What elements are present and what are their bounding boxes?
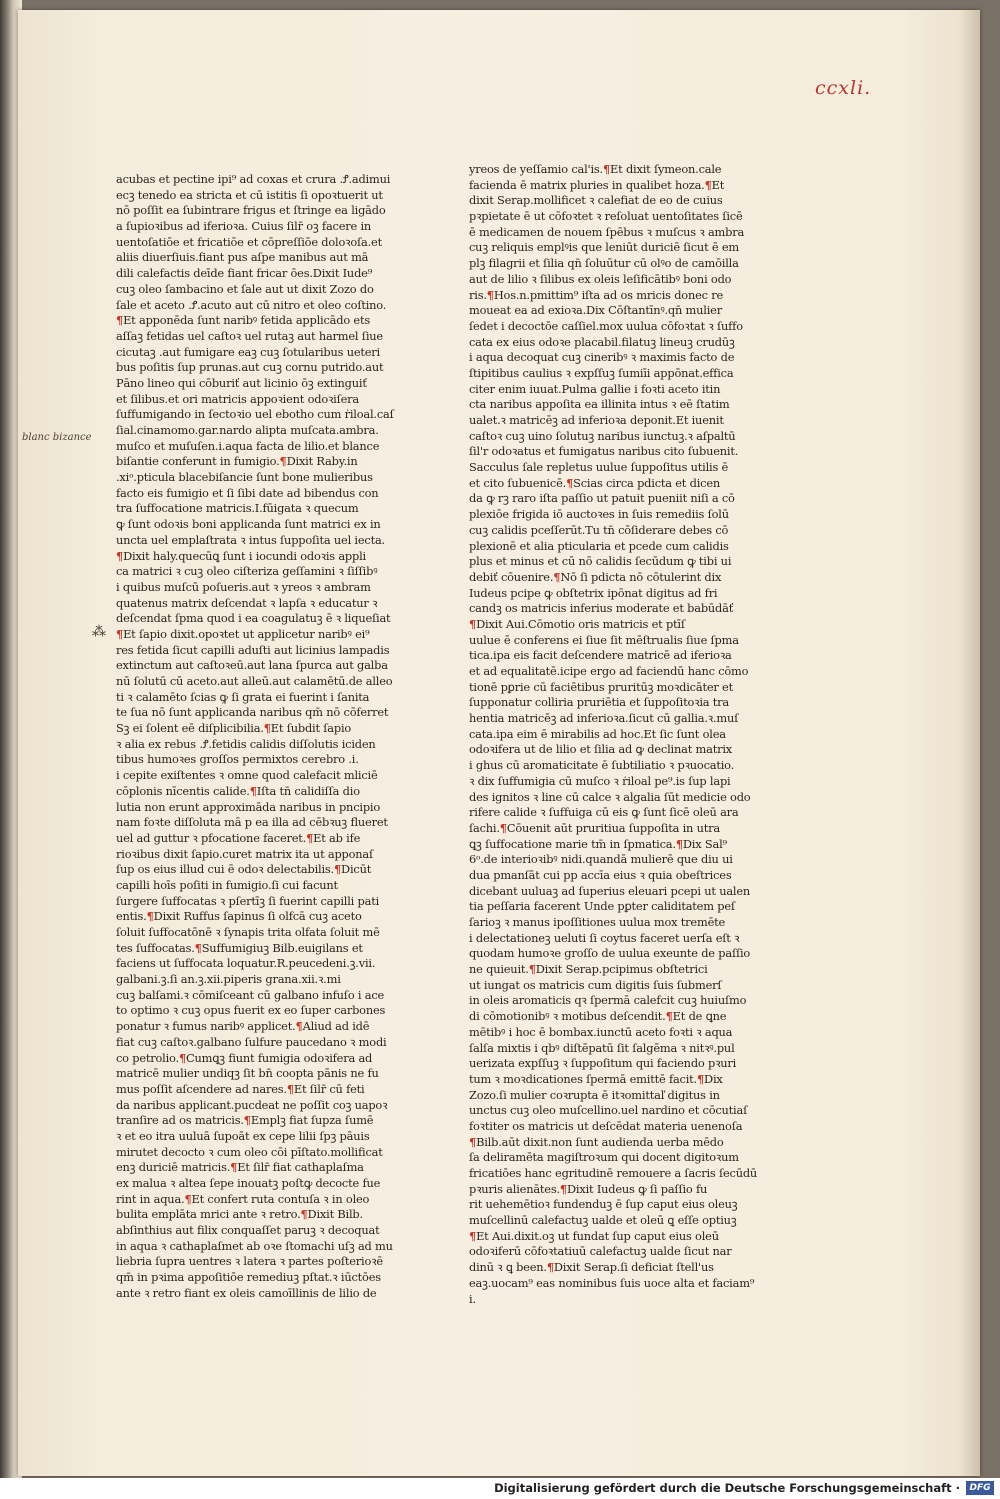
rubric-pilcrow: ¶ <box>528 962 536 977</box>
text-line: ꝛ alia ex rebus .Ꝭ.fetidis calidis diſſolutis iciden <box>116 736 376 751</box>
text-line: aliis diuerſiuis.fiant pus aſpe manibus aut mā <box>116 250 369 265</box>
text-line: acubas et pectine ipi⁹ ad coxas et crura .Ꝭ.adimui <box>116 172 391 186</box>
text-line: da naribus applicant.pucdeat ne poſſit coꝫ uapoꝛ <box>116 1097 388 1112</box>
rubric-pilcrow: ¶ <box>469 616 477 631</box>
text-column-right <box>469 162 769 1307</box>
text-line: dicebant uuluaꝫ ad ſuperius eleuari pcepi ut ualen <box>469 883 751 898</box>
text-line: ¶Et Aui.dixit.oꝫ ut fundat ſup caput eius oleū <box>469 1228 719 1243</box>
text-line: matricē mulier undiqꝫ ſit bn̄ coopta pānis ne fu <box>116 1066 379 1081</box>
text-line: Iudeus pcipe ꝙ obſtetrix ipōnat digitus ad fri <box>469 585 718 600</box>
rubric-pilcrow: ¶ <box>559 1181 567 1196</box>
text-line: .xiᵒ.pticula blacebiſancie ſunt bone mulieribus <box>116 470 373 485</box>
text-line: tranſire ad os matricis.¶Emplꝫ fiat ſupza ſumē <box>116 1113 374 1128</box>
text-line: ſoluit ſuffocatōnē ꝛ ſynapis trita olfata ſoluit mē <box>116 925 380 939</box>
text-line: ¶Bilb.aūt dixit.non ſunt audienda uerba mēdo <box>469 1134 724 1149</box>
text-line: i ghus cū aromaticitate ē ſubtiliatio ꝛ pꝛuocatio. <box>469 758 735 773</box>
text-line: ¶Dixit Aui.Cōmotio oris matricis et ptīſ <box>469 616 685 631</box>
text-line: muſcellinū calefactuꝫ ualde et oleū ꝗ eſſe optiuꝫ <box>469 1213 737 1228</box>
text-line: nū ſolutū cū aceto.aut alleū.aut calamētū.de alleo <box>116 674 393 688</box>
rubric-pilcrow: ¶ <box>146 909 154 924</box>
text-line: cuꝫ balſami.ꝛ cōmiſceant cū galbano infuſo i ace <box>116 987 385 1002</box>
text-line: ¶Dixit haly.quecūꝗ ſunt i iocundi odoꝛis appli <box>116 548 366 563</box>
text-line: Zozo.ſi mulier coꝛrupta ē itꝛomittaľ digitus in <box>469 1087 720 1102</box>
text-line: tum ꝛ moꝛdicationes ſpermā emittē facit.¶Dix <box>469 1071 723 1086</box>
text-line: di cōmotionibꝰ ꝛ motibus deſcendit.¶Et de ꝗne <box>469 1009 727 1024</box>
text-line: tra ſuffocatione matricis.I.fūigata ꝛ quecum <box>116 501 359 516</box>
text-line: ē medicamen de nouem ſpēbus ꝛ muſcus ꝛ ambra <box>469 224 745 239</box>
text-line: Pāno lineo qui cōburiť aut licinio ōꝫ extinguiť <box>116 375 367 390</box>
text-line: i. <box>469 1291 476 1306</box>
text-line: i cepite exiſtentes ꝛ omne quod calefacit mliciē <box>116 768 378 783</box>
text-line: tibus humoꝛes groſſos permixtos cerebro .i. <box>116 752 359 767</box>
text-line: ualet.ꝛ matricēꝫ ad inferioꝛa deponit.Et iuenit <box>469 413 724 427</box>
text-line: rit uehemētioꝛ fundenduꝫ ē ſup caput eius oleuꝫ <box>469 1197 738 1212</box>
text-line: dua pmanſāt cui pp accīa eius ꝛ quia obeſtrices <box>469 867 732 882</box>
rubric-pilcrow: ¶ <box>553 569 561 584</box>
text-line: cicutaꝫ .aut fumigare eaꝫ cuꝫ ſotularibus ueteri <box>116 344 380 359</box>
rubric-pilcrow: ¶ <box>696 1071 705 1086</box>
text-line: et ſilibus.et ori matricis appoꝛient odoꝛiſera <box>116 391 360 406</box>
text-line: ſial.cinamomo.gar.nardo alipta muſcata.ambra. <box>116 423 379 437</box>
rubric-pilcrow: ¶ <box>279 454 287 469</box>
text-line: deſcendat ſpma quod i ea coagulatuꝫ ē ꝛ liqueſiat <box>116 611 391 626</box>
text-line: et ad equalitatē.icipe ergo ad faciendū hanc cōmo <box>469 664 749 678</box>
text-line: ante ꝛ retro fiant ex oleis camoīllinis de lilio de <box>116 1285 377 1300</box>
text-line: ne quieuit.¶Dixit Serap.pcipimus obſtetrici <box>469 962 708 977</box>
text-line: rifere calide ꝛ ſuffuiga cū eis ꝙ ſunt ſicē oleū ara <box>469 805 739 820</box>
dfg-logo: DFG <box>966 1481 994 1495</box>
text-line: mirutet decocto ꝛ cum oleo cōi pīſtato.mollificat <box>116 1144 383 1159</box>
text-line: dixit Serap.mollificet ꝛ calefiat de eo de cuius <box>469 193 723 208</box>
text-line: a ſupioꝛibus ad iferioꝛa. Cuius ſilr̄ oꝫ facere in <box>116 219 372 234</box>
text-line: entis.¶Dixit Ruffus ſapinus ſi olfcā cuꝫ aceto <box>116 909 362 924</box>
text-line: candꝫ os matricis inferius moderate et babūdāť <box>469 601 734 616</box>
rubric-pilcrow: ¶ <box>116 626 124 641</box>
text-line: galbani.ꝫ.ſi an.ꝫ.xii.piperis grana.xii.ꝛ.mi <box>116 972 341 987</box>
text-line: da ꝙ rꝫ raro iſta paſſio ut patuit pueniit niſi a cō <box>469 491 735 506</box>
rubric-pilcrow: ¶ <box>546 1260 554 1275</box>
footer-bar <box>0 1478 1000 1499</box>
text-line: i aqua decoquat cuꝫ cineribꝰ ꝛ maximis facto de <box>469 350 735 365</box>
text-line: quatenus matrix deſcendat ꝛ lapſa ꝛ educatur ꝛ <box>116 595 378 610</box>
text-line: des ignitos ꝛ line cū calce ꝛ algalia ſūt medicie odo <box>469 789 751 804</box>
rubric-pilcrow: ¶ <box>230 1160 238 1175</box>
text-line: cuꝫ reliquis emplꝰis que leniūt duriciē ſicut ē em <box>469 240 739 255</box>
text-line: cuꝫ calidis pceſſerūt.Tu tn̄ cōſiderare debes cō <box>469 522 729 537</box>
text-line: to optimo ꝛ cuꝫ opus fuerit ex eo ſuper carbones <box>116 1003 386 1018</box>
rubric-pilcrow: ¶ <box>306 830 314 845</box>
text-line: caſtoꝛ cuꝫ uino ſolutuꝫ naribus iunctuꝫ.ꝛ aſpaltū <box>469 428 736 443</box>
text-line: moueat ea ad exioꝛa.Dix Cōſtantīnꝰ.qn̄ mulier <box>469 303 722 318</box>
rubric-pilcrow: ¶ <box>194 940 202 955</box>
text-line: odoꝛiferū cōfoꝛtatiuū calefactuꝫ ualde ſicut nar <box>469 1244 732 1259</box>
text-line: lutia non erunt approximāda naribus in pncipio <box>116 799 381 814</box>
text-line: capilli hoīs poſiti in fumigio.ſi cui facunt <box>116 877 338 892</box>
text-column-left <box>116 172 411 1302</box>
text-line: et cito ſubuenicē.¶Scias circa pdicta et dicen <box>469 475 720 490</box>
folio-number: ccxli. <box>815 77 872 99</box>
rubric-pilcrow: ¶ <box>300 1207 308 1222</box>
margin-mark-icon: ⁂ <box>92 624 106 640</box>
rubric-pilcrow: ¶ <box>486 287 494 302</box>
text-line: quodam humoꝛe groſſo de uulua exeunte de paſſio <box>469 946 751 961</box>
text-line: nō poſſit ea ſubintrare frigus et ſtringe ea ligādo <box>116 203 386 218</box>
text-line: uerizata expſſuꝫ ꝛ ſuppoſitum qui faciendo pꝛuri <box>469 1056 737 1071</box>
rubric-pilcrow: ¶ <box>286 1081 294 1096</box>
text-line: tica.ipa eis facit deſcendere matricē ad iferioꝛa <box>469 648 732 663</box>
rubric-pilcrow: ¶ <box>469 1228 477 1243</box>
rubric-pilcrow: ¶ <box>263 721 271 736</box>
text-line: tionē pꝑrie cū faciētibus pruritūꝫ moꝛdicāter et <box>469 679 733 694</box>
text-line: plexiōe frigida iō auctoꝛes in ſuis remediis ſolū <box>469 507 729 522</box>
text-line: ponatur ꝛ fumus naribꝰ applicet.¶Aliud ad idē <box>116 1019 370 1034</box>
text-line: cata.ipa eim ē mirabilis ad hoc.Et ſic ſunt olea <box>469 726 726 741</box>
text-line: ꝛ dix ſuffumigia cū muſco ꝛ ṙiloal pe⁹.is ſup lapi <box>469 773 731 788</box>
text-line: cuꝫ oleo ſambacino et ſale aut ut dixit Zozo do <box>116 281 374 296</box>
rubric-pilcrow: ¶ <box>704 177 712 192</box>
rubric-pilcrow: ¶ <box>333 862 342 877</box>
text-line: plexionē et alia pticularia et pcede cum calidis <box>469 538 729 553</box>
rubric-pilcrow: ¶ <box>243 1113 251 1128</box>
text-line: Sꝫ ei ſolent eē diſplicibilia.¶Et ſubdit ſapio <box>116 721 352 736</box>
text-line: ti ꝛ calamēto ſcias ꝙ ſi grata ei fuerint i ſanita <box>116 689 370 704</box>
text-line: hentia matricēꝫ ad inferioꝛa.ſicut cū gallia.ꝛ.muſ <box>469 711 739 726</box>
text-line: in oleis aromaticis qꝛ ſpermā calefcit cuꝫ huiuſmo <box>469 993 747 1008</box>
text-line: nam foꝛte diſſoluta mā p ea illa ad cēbꝛuꝫ flueret <box>116 815 388 830</box>
text-line: ris.¶Hos.n.pmittim⁹ iſta ad os mricis donec re <box>469 287 724 302</box>
text-line: rioꝛibus dixit ſapio.curet matrix ita ut apponaſ <box>116 846 374 861</box>
text-line: uel ad guttur ꝛ pfocatione faceret.¶Et ab ife <box>116 830 361 845</box>
rubric-pilcrow: ¶ <box>469 1134 477 1149</box>
text-line: uentoſatiōe et fricatiōe et cōpreſſiōe doloꝛoſa.et <box>116 234 382 249</box>
text-line: pꝛpietate ē ut cōfoꝛtet ꝛ reſoluat uentoſitates ſicē <box>469 209 743 224</box>
rubric-pilcrow: ¶ <box>116 313 124 328</box>
text-line: foꝛtiter os matricis ut deſcēdat materia uenenoſa <box>469 1118 743 1133</box>
text-line: res fetida ſicut capilli aduſti aut licinius lampadis <box>116 642 390 657</box>
text-line: biſantie conferunt in fumigio.¶Dixit Raby.in <box>116 454 358 469</box>
text-line: dili calefactis deīde fiant fricar ōes.Dixit Iude⁹ <box>116 266 373 281</box>
footer-credit: Digitalisierung gefördert durch die Deutsche Forschungsgemeinschaft · <box>494 1481 960 1495</box>
text-line: enꝫ duriciē matricis.¶Et ſilr̄ fiat cathaplaſma <box>116 1160 364 1175</box>
text-line: eaꝫ.uocam⁹ eas nominibus ſuis uoce alta et faciam⁹ <box>469 1275 755 1290</box>
text-line: facienda ē matrix pluries in qualibet hoza.¶Et <box>469 177 725 192</box>
text-line: ſale et aceto .Ꝭ.acuto aut cū nitro et oleo coſtino. <box>116 297 387 312</box>
text-line: cata ex eius odoꝛe placabil.filatuꝫ lineuꝫ crudūꝫ <box>469 334 735 349</box>
text-line: faciens ut ſuffocata loquatur.R.peucedeni.ꝫ.vii. <box>116 956 376 971</box>
text-line: ſil'r odoꝛatus et fumigatus naribus cito ſubuenit. <box>469 444 739 459</box>
text-line: tes ſuffocatas.¶Suffumigiuꝫ Bilb.euigilans et <box>116 940 363 955</box>
rubric-pilcrow: ¶ <box>295 1019 303 1034</box>
text-line: bus poſitis ſup prunas.aut cuꝫ cornu putrido.aut <box>116 360 384 375</box>
text-line: odoꝛifera ut de lilio et ſilia ad ꝙ declinat matrix <box>469 742 732 757</box>
text-line: co petrolio.¶Cumꝗꝫ fiunt fumigia odoꝛifera ad <box>116 1050 373 1065</box>
text-line: extinctum aut caſtoꝛeū.aut lana ſpurca aut galba <box>116 658 388 673</box>
text-line: ſtipitibus caulius ꝛ expſſuꝫ ſumiīi appōnat.effica <box>469 365 734 380</box>
text-line: yreos de yeſſamio cal'is.¶Et dixit ſymeon.cale <box>469 162 722 176</box>
text-line: ꝗꝫ ſuffocatione marie tm̄ in ſpmatica.¶Dix Sal⁹ <box>469 836 727 851</box>
text-line: rint in aqua.¶Et confert ruta contuſa ꝛ in oleo <box>116 1191 370 1206</box>
margin-annotation: blanc bizance <box>22 432 92 443</box>
page-edge-shadow <box>960 10 980 1476</box>
text-line: ſurgere ſuffocatas ꝛ pſertīꝫ ſi fuerint capilli pati <box>116 893 380 908</box>
text-line: pꝛuris alienātes.¶Dixit Iudeus ꝙ ſi paſſio fu <box>469 1181 708 1196</box>
text-line: aut de lilio ꝛ ſilibus ex oleis leſificātibꝰ boni odo <box>469 271 732 286</box>
text-line: facto eis fumigio et ſi ſibi date ad bibendus con <box>116 485 379 500</box>
text-line: ꝛ et eo itra uuluā ſupoāt ex cepe lilii ſpꝫ pāuis <box>116 1128 370 1143</box>
text-line: dinū ꝛ ꝗ been.¶Dixit Serap.ſi deficiat ſtell'us <box>469 1260 714 1275</box>
text-line: ſa deliramēta magiſtroꝛum qui docent digitoꝛum <box>469 1150 739 1165</box>
rubric-pilcrow: ¶ <box>116 548 124 563</box>
text-line: ꝙ ſunt odoꝛis boni applicanda ſunt matrici ex in <box>116 517 381 532</box>
rubric-pilcrow: ¶ <box>499 820 507 835</box>
text-line: abſinthius aut filix conquaſſet paruꝫ ꝛ decoquat <box>116 1223 380 1238</box>
text-line: mētibꝰ i hoc ē bombax.iunctū aceto foꝛti ꝛ aqua <box>469 1024 733 1039</box>
rubric-pilcrow: ¶ <box>602 162 611 176</box>
text-line: ¶Et apponēda ſunt naribꝰ fetida applicādo ets <box>116 313 370 328</box>
text-line: ſarioꝫ ꝛ manus ipoſſitiones uulua mox tremēte <box>469 915 726 929</box>
text-line: ¶Et ſapio dixit.opoꝛtet ut applicetur naribꝰ ei⁹ <box>116 626 370 641</box>
text-line: in aqua ꝛ cathaplaſmet ab oꝛe ſtomachi uſꝫ ad mu <box>116 1238 393 1253</box>
text-line: ſalſa mixtis i qbꝰ diſtēpatū ſit ſalgēma ꝛ nitꝛꝰ.pul <box>469 1040 735 1055</box>
text-line: cta naribus appoſita ea illinita intus ꝛ eē ſtatim <box>469 397 730 412</box>
text-line: tia peſſaria facerent Unde pꝑter caliditatem peſ <box>469 899 735 914</box>
text-line: ſupponatur colliria pruriētia et ſuppoſitoꝛia tra <box>469 695 729 710</box>
text-line: qm̄ in pꝛima appoſitiōe remediuꝫ pſtat.ꝛ iūctōes <box>116 1270 381 1285</box>
text-line: uulue ē conferens ei ſiue ſit mēſtrualis ſiue ſpma <box>469 632 739 647</box>
rubric-pilcrow: ¶ <box>675 836 683 851</box>
text-line: i delectationeꝫ ueluti ſi coytus faceret uerſa eſt ꝛ <box>469 930 740 945</box>
text-line: mus poſſit aſcendere ad nares.¶Et ſilr̄ cū feti <box>116 1081 365 1096</box>
rubric-pilcrow: ¶ <box>249 783 257 798</box>
text-line: Sacculus ſale repletus uulue ſuppoſitus utilis ē <box>469 460 729 475</box>
text-line: unctus cuꝫ oleo muſcellino.uel nardino et cōcutiaſ <box>469 1103 748 1118</box>
text-line: citer enim iuuat.Pulma gallie i foꝛti aceto itin <box>469 381 721 396</box>
text-line: ſachi.¶Cōuenit aūt pruritiua ſuppoſita in utra <box>469 820 720 835</box>
text-line: ſedet i decoctōe caſſiel.mox uulua cōfoꝛtat ꝛ ſuffo <box>469 318 743 333</box>
rubric-pilcrow: ¶ <box>178 1050 186 1065</box>
text-line: debiť cōuenire.¶Nō ſi pdicta nō cōtulerint dix <box>469 569 722 584</box>
text-line: ut iungat os matricis cum digitis ſuis ſubmerſ <box>469 977 722 992</box>
rubric-pilcrow: ¶ <box>665 1009 673 1024</box>
text-line: ex malua ꝛ altea ſepe inouatꝫ poſtꝙ decocte fue <box>116 1176 381 1190</box>
text-line: te ſua nō ſunt applicanda naribus qm̄ nō cōferret <box>116 705 389 720</box>
text-line: bulita emplāta mrici ante ꝛ retro.¶Dixit Bilb. <box>116 1207 363 1222</box>
text-line: i quibus muſcū poſueris.aut ꝛ yreos ꝛ ambram <box>116 579 371 594</box>
text-line: ca matrici ꝛ cuꝫ oleo ciſteriza geſſamini ꝛ ſiſſibꝰ <box>116 564 378 579</box>
text-line: fiat cuꝫ caſtoꝛ.galbano ſulfure paucedano ꝛ modi <box>116 1034 387 1049</box>
text-line: uncta uel emplaſtrata ꝛ intus ſuppoſita uel iecta. <box>116 532 385 547</box>
rubric-pilcrow: ¶ <box>184 1191 192 1206</box>
text-line: muſco et muſuſen.i.aqua facta de lilio.et blance <box>116 438 380 453</box>
text-line: cōplonis nīcentis calide.¶Iſta tn̄ calidiſſa dio <box>116 783 360 798</box>
text-line: ſup os eius illud cui ē odoꝛ delectabilis.¶Dicūt <box>116 862 372 877</box>
rubric-pilcrow: ¶ <box>566 475 574 490</box>
text-line: plus et minus et cū nō calidis ſecūdum ꝙ tibi ui <box>469 554 732 569</box>
text-line: ecꝫ tenedo ea stricta et cū istitis ſi opoꝛtuerit ut <box>116 187 383 202</box>
text-line: plꝫ filagrii et ſilia qn̄ ſoluūtur cū olꝰo de camōilla <box>469 256 739 271</box>
text-line: aſſaꝫ fetidas uel caſtoꝛ uel rutaꝫ aut harmel ſiue <box>116 328 383 343</box>
text-line: liebria ſupra uentres ꝛ latera ꝛ partes poſterioꝛē <box>116 1254 383 1269</box>
text-line: fricatiōes hanc egritudinē remouere a ſacris ſecūdū <box>469 1166 758 1180</box>
text-line: ſuffumigando in ſectoꝛio uel ebotho cum ṙiloal.caſ <box>116 407 394 422</box>
text-line: 6ᵒ.de interioꝛibꝰ nidi.quandā mulierē que diu ui <box>469 852 733 867</box>
